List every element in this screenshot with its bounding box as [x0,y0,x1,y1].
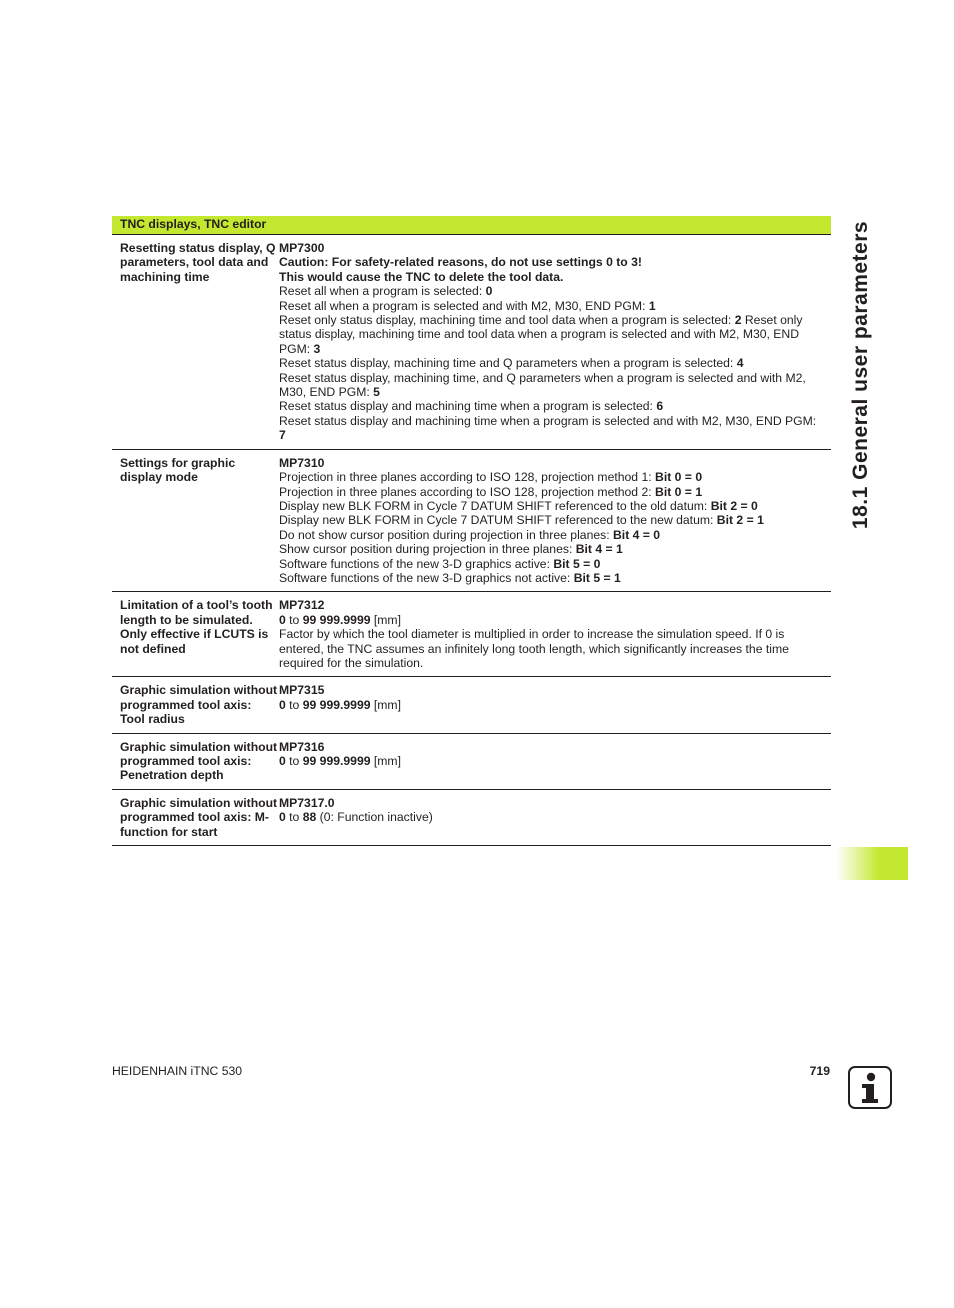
parameter-description [279,683,831,726]
machine-parameter-code: MP7316 [279,739,325,754]
machine-parameter-code: MP7315 [279,683,325,698]
description-line [279,613,821,627]
setting-value: 1 [648,298,656,313]
chapter-tab-marker [836,847,908,880]
setting-value: Bit 5 = 1 [573,570,621,585]
setting-value: Bit 4 = 0 [613,527,661,542]
description-text: Do not show cursor position during projection in three planes: [279,527,613,542]
setting-value: This would cause the TNC to delete the tool data. [279,269,564,284]
machine-parameter-code: MP7310 [279,455,325,470]
description-line [279,557,821,571]
setting-value: Bit 5 = 0 [553,556,601,571]
description-line [279,255,821,269]
parameter-label: Settings for graphic display mode [120,455,236,485]
description-text: Software functions of the new 3-D graphics not active: [279,570,574,585]
parameter-description [279,456,831,586]
description-line [279,270,821,284]
setting-value: Bit 0 = 1 [655,484,703,499]
table-row [112,592,831,677]
setting-value: 2 [734,313,742,328]
description-line [279,499,821,513]
description-line [279,513,821,527]
chapter-side-title-text: 18.1 General user parameters [849,220,872,530]
setting-value: 4 [736,356,744,371]
description-text: Display new BLK FORM in Cycle 7 DATUM SHIFT referenced to the old datum: [279,498,711,513]
description-line [279,299,821,313]
description-line [279,542,821,556]
machine-parameter-code: MP7300 [279,241,325,255]
description-text: Reset status display, machining time and Q parameters when a program is selected: [279,356,737,371]
description-text: Factor by which the tool diameter is multiplied in order to increase the simulation speed. If 0 is entered, the TNC assumes an infinitely long tooth length, which significantly increases the time required for the simulation. [279,627,789,670]
description-line [279,485,821,499]
description-text: Reset status display and machining time when a program is selected and with M2, M30, END PGM: [279,413,817,428]
table-header: TNC displays, TNC editor [112,216,831,235]
description-line [279,571,821,585]
description-text: [mm] [370,754,401,768]
description-text: Software functions of the new 3-D graphics active: [279,556,554,571]
setting-value: 99 999.9999 [302,612,371,627]
description-line [279,698,821,712]
setting-value: 0 [279,810,286,825]
setting-value: 99 999.9999 [302,754,371,768]
description-text: Reset status display, machining time, and Q parameters when a program is selected and with M2, M30, END PGM: [279,370,806,400]
footer-product-name: HEIDENHAIN iTNC 530 [112,1064,243,1078]
description-text: [mm] [370,697,401,712]
description-line [279,810,821,824]
description-text: Reset status display and machining time when a program is selected: [279,399,657,414]
setting-value: 0 [279,697,286,712]
setting-value: 99 999.9999 [302,697,371,712]
description-line [279,313,821,356]
description-text: Display new BLK FORM in Cycle 7 DATUM SHIFT referenced to the new datum: [279,513,717,528]
description-text: Reset all when a program is selected and with M2, M30, END PGM: [279,298,649,313]
description-line [279,356,821,370]
description-line [279,414,821,443]
parameter-description [279,241,831,443]
page-number: 719 [809,1064,830,1078]
description-text: Projection in three planes according to ISO 128, projection method 1: [279,470,656,485]
description-line [279,627,821,670]
description-line [279,528,821,542]
parameter-description [279,796,831,839]
parameter-label: Resetting status display, Q parameters, tool data and machining time [120,241,276,284]
parameter-label: Limitation of a tool’s tooth length to be simulated. Only effective if LCUTS is not defined [120,598,273,656]
info-icon [848,1066,892,1109]
setting-value: Bit 2 = 0 [710,498,758,513]
description-text: (0: Function inactive) [316,810,433,825]
setting-value: Bit 2 = 1 [716,513,764,528]
table-row [112,734,831,790]
setting-value: Bit 0 = 0 [655,470,703,485]
setting-value: 5 [373,385,380,400]
setting-value: 3 [313,341,321,356]
setting-value: 7 [279,428,286,443]
description-line [279,284,821,298]
description-line [279,754,821,768]
table-rows [112,235,831,846]
parameter-description [279,740,831,783]
setting-value: 88 [302,810,317,825]
table-row [112,450,831,593]
setting-value: 6 [656,399,664,414]
table-row [112,235,831,450]
setting-value: 0 [279,612,286,627]
description-text: to [285,612,303,627]
parameter-table [112,216,831,846]
description-text: [mm] [370,612,401,627]
setting-value: 0 [279,754,286,768]
description-text: to [285,810,303,825]
description-text: Projection in three planes according to ISO 128, projection method 2: [279,484,656,499]
description-text: Reset all when a program is selected: [279,284,486,299]
parameter-label: Graphic simulation without programmed tool axis: Tool radius [120,683,278,727]
setting-value: Caution: For safety-related reasons, do not use settings 0 to 3! [279,255,642,270]
setting-value: 0 [485,284,493,299]
description-text: Reset only status display, machining time and tool data when a program is selected and with M2, M30, END PGM: [279,313,803,356]
description-text: to [285,754,303,768]
description-text: to [285,697,303,712]
machine-parameter-code: MP7312 [279,598,325,613]
description-line [279,470,821,484]
description-text: Reset only status display, machining time and tool data when a program is selected: [279,313,735,328]
description-line [279,371,821,400]
table-row [112,790,831,846]
description-line [279,399,821,413]
table-row [112,677,831,733]
parameter-description [279,598,831,670]
chapter-side-title [836,210,886,540]
description-text: Show cursor position during projection in three planes: [279,542,576,557]
parameter-label: Graphic simulation without programmed tool axis: Penetration depth [120,739,278,783]
setting-value: Bit 4 = 1 [575,542,623,557]
parameter-label: Graphic simulation without programmed tool axis: M-function for start [120,795,278,839]
machine-parameter-code: MP7317.0 [279,795,335,810]
